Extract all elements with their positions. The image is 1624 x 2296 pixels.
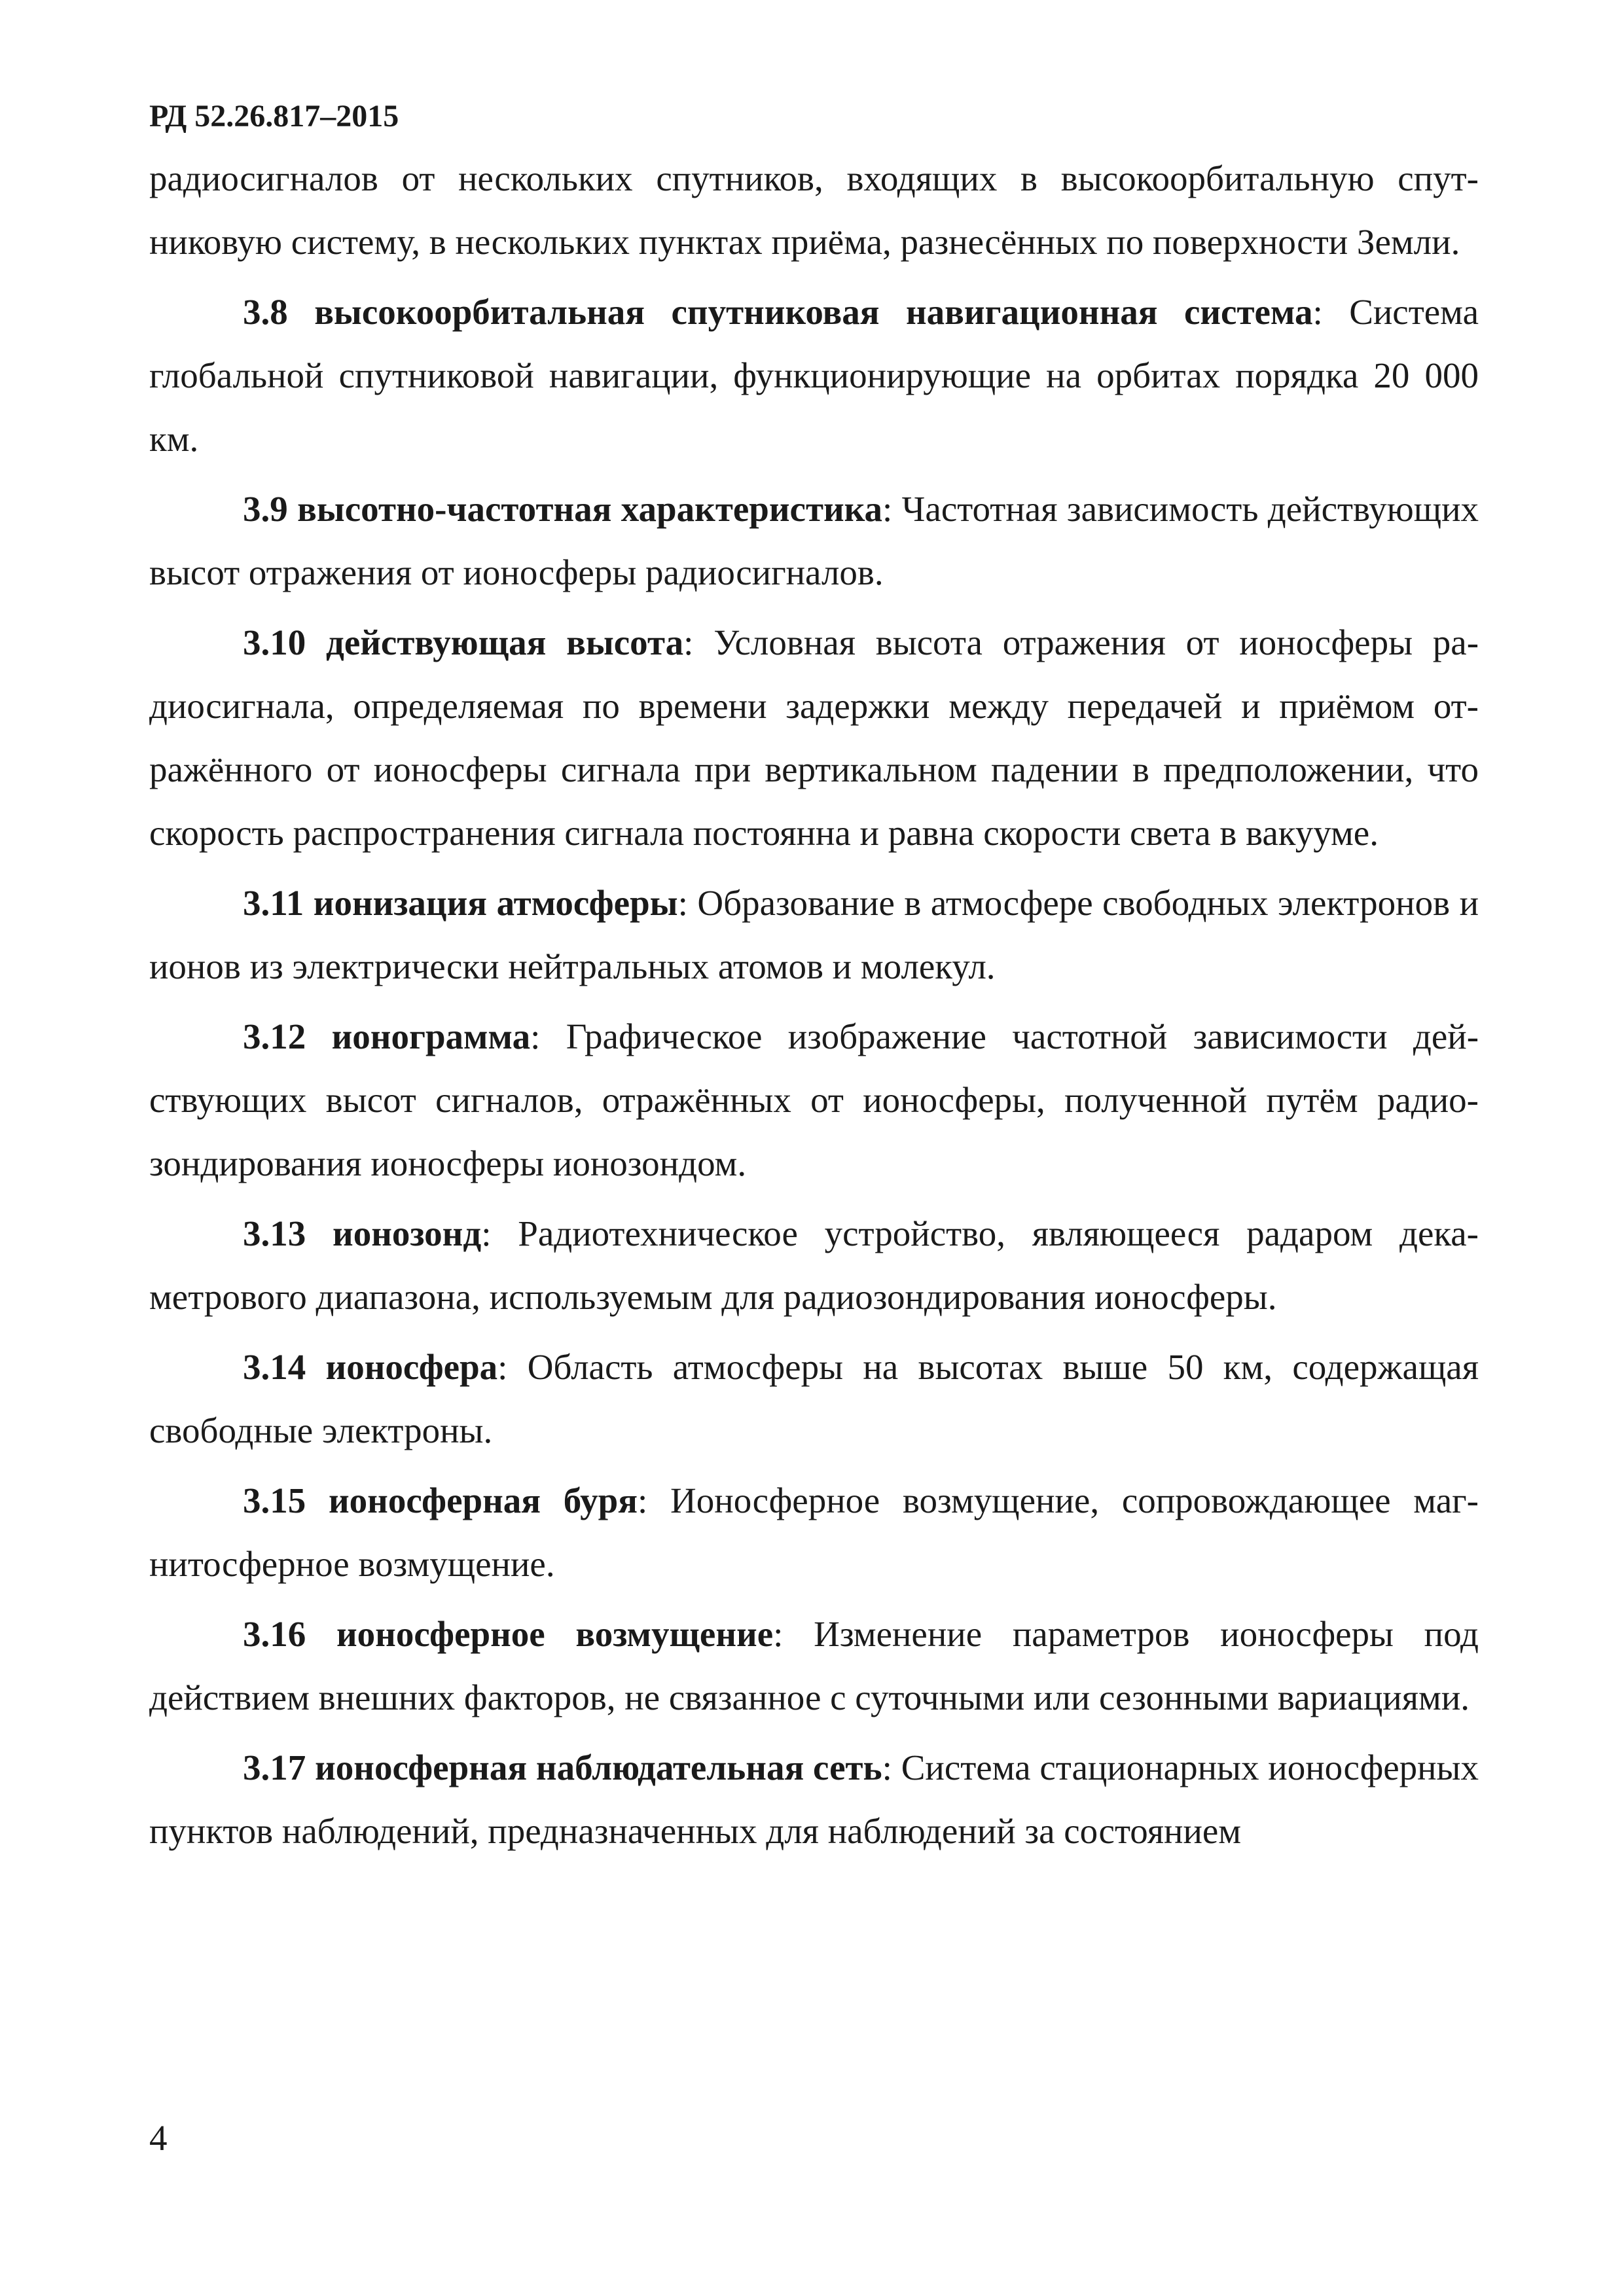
term-name: ионосфера [325,1347,498,1387]
term-name: ионозонд [333,1213,482,1253]
term-heading [243,622,683,662]
term-heading [243,1016,530,1056]
term-name: действующая высота [326,622,684,662]
definition-3-10: 3.10 действующая высота: Условная высота отражения от ионосферы радиосигнала, определяемая по времени задержки между передачей и приёмом отражённого от ионосферы сигнала при вертикальном падении в предположении, что скорость распространения сигнала постоянна и равна скорости света в вакууме. [149,622,1479,853]
definition-3-12: 3.12 ионограмма: Графическое изображение частотной зависимости действующих высот сигналов, отражённых от ионосферы, полученной путём радиозондирования ионосферы ионозондом. [149,1016,1479,1183]
term-name: высотно-частотная характеристика [297,489,883,529]
term-heading [243,1614,773,1654]
term-name: ионосферное возмущение [336,1614,774,1654]
term-number: 3.13 [243,1213,306,1253]
term-number: 3.9 [243,489,288,529]
definition-3-14: 3.14 ионосфера: Область атмосферы на высотах выше 50 км, содержащая свободные электроны. [149,1347,1479,1450]
definition-3-11: 3.11 ионизация атмосферы: Образование в атмосфере свободных электронов и ионов из электрически нейтральных атомов и молекул. [149,883,1479,986]
term-definition: Частотная зависимость действующих высот отражения от ионосферы радиосигналов. [149,489,1479,592]
term-name: ионизация атмосферы [313,883,678,923]
document-body [149,147,1479,1869]
term-number: 3.14 [243,1347,306,1387]
term-definition: Область атмосферы на высотах выше 50 км, содержащая свободные электроны. [149,1347,1479,1450]
term-number: 3.10 [243,622,306,662]
term-number: 3.11 [243,883,304,923]
term-definition: Система стационарных ионосферных пунктов наблюдений, предназначенных для наблюдений за состоянием [149,1748,1479,1851]
term-heading [243,1480,638,1520]
term-heading [243,489,882,529]
term-heading [243,1347,497,1387]
term-name: ионосферная наблюдательная сеть [315,1748,882,1787]
term-definition: Радиотехническое устройство, являющееся радаром декаметрового диапазона, используемым для радиозондирования ионосферы. [149,1213,1479,1317]
definition-3-8: 3.8 высокоорбитальная спутниковая навигационная система: Система глобальной спутниковой навигации, функционирующие на орбитах порядка 20 000 км. [149,292,1479,459]
term-heading [243,883,678,923]
term-definition: Графическое изображение частотной зависимости действующих высот сигналов, отражённых от ионосферы, полученной путём радиозондирования ионосферы ионозондом. [149,1016,1479,1183]
term-heading [243,1213,481,1253]
term-definition: Ионосферное возмущение, сопровождающее магнитосферное возмущение. [149,1480,1479,1584]
term-definition: Система глобальной спутниковой навигации, функционирующие на орбитах порядка 20 000 км. [149,292,1479,459]
term-number: 3.17 [243,1748,306,1787]
definition-3-16: 3.16 ионосферное возмущение: Изменение параметров ионосферы под действием внешних факторов, не связанное с суточными или сезонными вариациями. [149,1614,1479,1717]
term-heading [243,292,1312,332]
definition-3-17: 3.17 ионосферная наблюдательная сеть: Система стационарных ионосферных пунктов наблюдений, предназначенных для наблюдений за состоянием [149,1748,1479,1851]
term-definition: Условная высота отражения от ионосферы радиосигнала, определяемая по времени задержки между передачей и приёмом отражённого от ионосферы сигнала при вертикальном падении в предположении, что скорость распространения сигнала постоянна и равна скорости света в вакууме. [149,622,1479,853]
term-name: ионограмма [331,1016,531,1056]
continuation-paragraph: радиосигналов от нескольких спутников, входящих в высокоорбитальную спутниковую систему, в нескольких пунктах приёма, разнесённых по поверхности Земли. [149,158,1479,262]
term-definition: Изменение параметров ионосферы под действием внешних факторов, не связанное с суточными или сезонными вариациями. [149,1614,1479,1717]
definition-3-9: 3.9 высотно-частотная характеристика: Частотная зависимость действующих высот отражения от ионосферы радиосигналов. [149,489,1479,592]
term-definition: Образование в атмосфере свободных электронов и ионов из электрически нейтральных атомов и молекул. [149,883,1479,986]
term-heading [243,1748,882,1787]
term-number: 3.15 [243,1480,306,1520]
term-number: 3.8 [243,292,288,332]
definition-3-15: 3.15 ионосферная буря: Ионосферное возмущение, сопровождающее магнитосферное возмущение. [149,1480,1479,1584]
term-number: 3.12 [243,1016,306,1056]
definition-3-13: 3.13 ионозонд: Радиотехническое устройство, являющееся радаром декаметрового диапазона, используемым для радиозондирования ионосферы. [149,1213,1479,1317]
term-name: ионосферная буря [328,1480,638,1520]
term-name: высокоорбитальная спутниковая навигационная система [314,292,1313,332]
term-number: 3.16 [243,1614,306,1654]
document-code-header: РД 52.26.817–2015 [149,99,399,134]
page-number: 4 [149,2118,168,2158]
